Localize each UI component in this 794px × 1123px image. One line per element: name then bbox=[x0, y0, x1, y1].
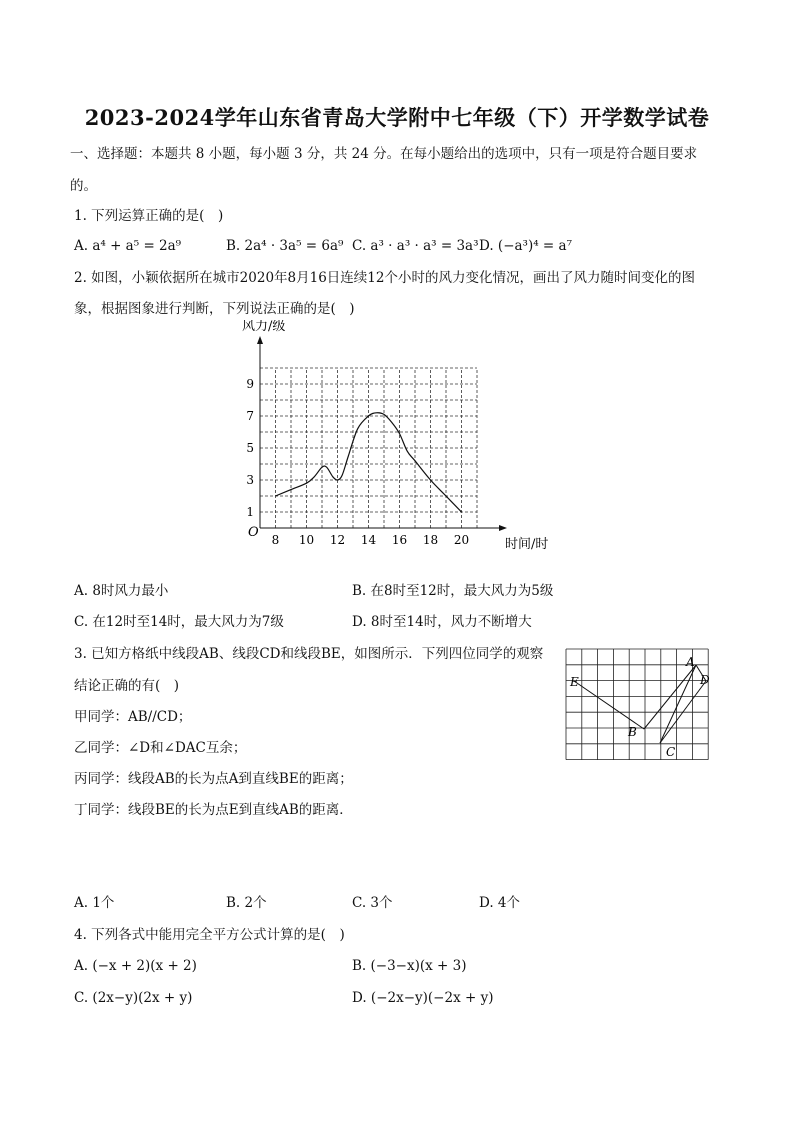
grid-figure bbox=[560, 644, 724, 768]
q2-option-b: B. 在8时至12时，最大风力为5级 bbox=[352, 583, 554, 599]
x-tick-label: 16 bbox=[391, 533, 408, 547]
q1-option-a: A. a⁴ + a⁵ = 2a⁹ bbox=[74, 238, 182, 254]
q4-option-b: B. (−3−x)(x + 3) bbox=[352, 958, 467, 974]
q2-option-c: C. 在12时至14时，最大风力为7级 bbox=[74, 614, 284, 630]
q3-option-b: B. 2个 bbox=[226, 895, 267, 911]
q2-stem-line1: 2. 如图，小颖依据所在城市2020年8月16日连续12个小时的风力变化情况，画出了风力随时间变化的图 bbox=[74, 270, 695, 286]
label-d: D bbox=[700, 673, 710, 687]
y-tick-label: 9 bbox=[246, 377, 254, 391]
q3-option-d: D. 4个 bbox=[479, 895, 521, 911]
x-tick-label: 10 bbox=[298, 533, 315, 547]
q2-option-d: D. 8时至14时，风力不断增大 bbox=[352, 614, 532, 630]
label-c: C bbox=[666, 745, 676, 759]
y-tick-label: 1 bbox=[246, 505, 254, 519]
q3-option-a: A. 1个 bbox=[74, 895, 115, 911]
x-tick-label: 20 bbox=[453, 533, 470, 547]
q1-stem: 1. 下列运算正确的是( ) bbox=[74, 208, 224, 224]
q4-stem: 4. 下列各式中能用完全平方公式计算的是( ) bbox=[74, 927, 345, 943]
x-tick-label: 8 bbox=[271, 533, 280, 547]
q3-statement-jia: 甲同学：AB//CD； bbox=[74, 709, 192, 725]
x-axis-arrow bbox=[499, 525, 507, 531]
q2-stem-line2: 象，根据图象进行判断，下列说法正确的是( ) bbox=[74, 301, 355, 317]
y-tick-label: 3 bbox=[246, 473, 254, 487]
section-heading-line1: 一、选择题：本题共 8 小题，每小题 3 分，共 24 分。在每小题给出的选项中，只有一项是符合题目要求 bbox=[70, 146, 698, 162]
origin-label: O bbox=[248, 525, 259, 540]
y-tick-label: 5 bbox=[246, 441, 254, 455]
q3-stem-line1: 3. 已知方格纸中线段AB、线段CD和线段BE，如图所示．下列四位同学的观察 bbox=[74, 646, 544, 662]
q3-statement-yi: 乙同学：∠D和∠DAC互余； bbox=[74, 740, 247, 756]
q4-option-c: C. (2x−y)(2x + y) bbox=[74, 990, 193, 1006]
q1-option-d: D. (−a³)⁴ = a⁷ bbox=[479, 238, 572, 254]
y-tick-label: 7 bbox=[246, 409, 254, 423]
q1-option-b: B. 2a⁴ · 3a⁵ = 6a⁹ bbox=[226, 238, 344, 254]
label-a: A bbox=[686, 655, 695, 669]
x-axis-label: 时间/时 bbox=[505, 537, 549, 552]
q3-statement-ding: 丁同学：线段BE的长为点E到直线AB的距离． bbox=[74, 802, 353, 818]
q3-option-c: C. 3个 bbox=[352, 895, 393, 911]
x-tick-label: 12 bbox=[329, 533, 346, 547]
q1-option-c: C. a³ · a³ · a³ = 3a³ bbox=[352, 238, 479, 254]
section-heading-line2: 的。 bbox=[70, 178, 97, 194]
y-axis-label: 风力/级 bbox=[242, 320, 286, 334]
wind-chart bbox=[230, 320, 560, 552]
q4-option-d: D. (−2x−y)(−2x + y) bbox=[352, 990, 494, 1006]
q3-stem-line2: 结论正确的有( ) bbox=[74, 678, 180, 694]
label-e: E bbox=[570, 675, 579, 689]
y-axis-arrow bbox=[257, 336, 263, 344]
q2-option-a: A. 8时风力最小 bbox=[74, 583, 169, 599]
q3-statement-bing: 丙同学：线段AB的长为点A到直线BE的距离； bbox=[74, 771, 353, 787]
x-tick-label: 14 bbox=[360, 533, 377, 547]
q4-option-a: A. (−x + 2)(x + 2) bbox=[74, 958, 197, 974]
x-tick-label: 18 bbox=[422, 533, 439, 547]
label-b: B bbox=[628, 725, 637, 739]
page-title: 2023-2024学年山东省青岛大学附中七年级（下）开学数学试卷 bbox=[84, 105, 710, 130]
